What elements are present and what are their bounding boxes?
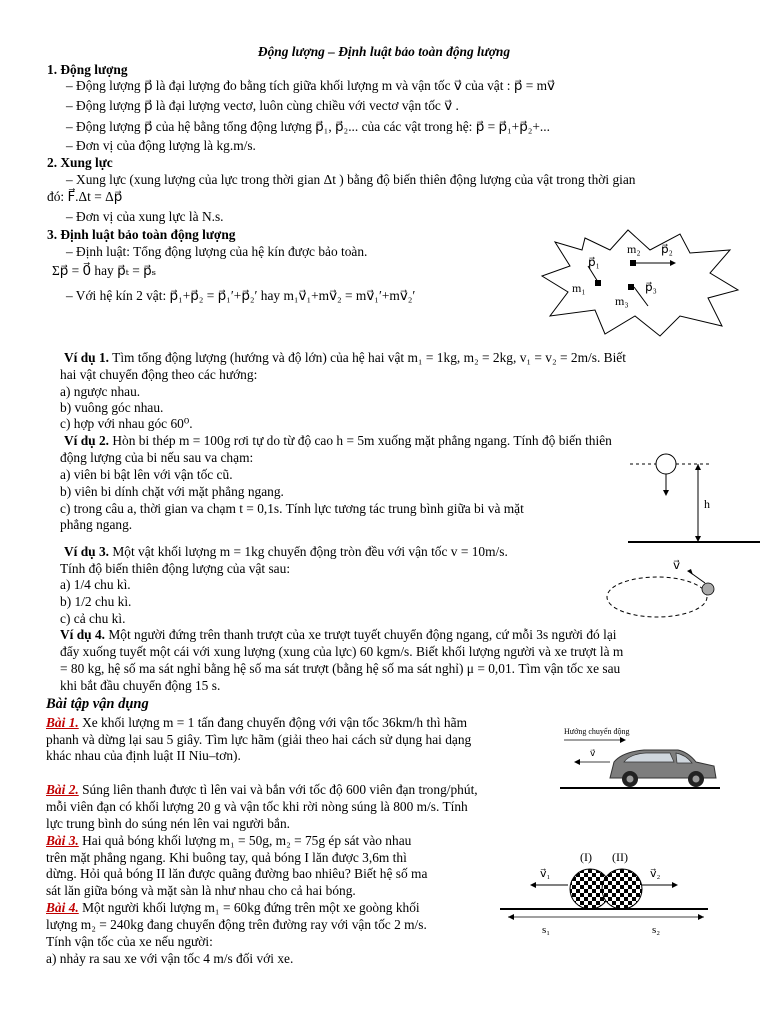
bai3-line-3: dừng. Hỏi quả bóng II lăn được quãng đường bao nhiêu? Biết hệ số ma [46, 866, 428, 881]
ex2-b: b) viên bi dính chặt với mặt phẳng ngang. [60, 484, 284, 499]
circular-motion-figure [605, 555, 725, 625]
exercise-3: Bài 3. Hai quả bóng khối lượng m₁ = 50g, m₂ = 75g ép sát vào nhau [46, 833, 412, 848]
bai2-line-2: mỗi viên đạn có khối lượng 20 g và vận tốc khi rời nòng súng là 800 m/s. Tính [46, 799, 468, 814]
s2-line-2: – Đơn vị của xung lực là N.s. [66, 209, 224, 224]
ex2-a: a) viên bi bật lên với vận tốc cũ. [60, 467, 233, 482]
label-v: v⃗ [673, 558, 681, 572]
s2-line-1b: đó: F⃗.Δt = Δp⃗ [47, 189, 123, 204]
section-2-heading: 2. Xung lực [47, 155, 113, 170]
s3-line-1: – Định luật: Tổng động lượng của hệ kín được bảo toàn. [66, 244, 368, 259]
bai4-line-2: lượng m₂ = 240kg đang chuyển động trên đường ray với vận tốc 2 m/s. [46, 917, 427, 932]
label-car-v: v⃗ [590, 748, 596, 758]
ex3-b: b) 1/2 chu kì. [60, 594, 132, 609]
exercises-heading: Bài tập vận dụng [46, 696, 149, 712]
bai1-line-2: phanh và dừng lại sau 5 giây. Tìm lực hãm (giải theo hai cách sử dụng hai dạng [46, 732, 472, 747]
label-v2: v⃗₂ [650, 868, 661, 880]
label-p3: p⃗₃ [645, 280, 657, 294]
bai2-line-3: lực trung bình do súng nén lên vai người bắn. [46, 816, 290, 831]
closed-system-figure [540, 228, 740, 338]
s1-line-4: – Đơn vị của động lượng là kg.m/s. [66, 138, 256, 153]
s1-line-2: – Động lượng p⃗ là đại lượng vectơ, luôn cùng chiều với vectơ vận tốc v⃗ . [66, 98, 459, 113]
exercise-1: Bài 1. Xe khối lượng m = 1 tấn đang chuyển động với vận tốc 36km/h thì hãm [46, 715, 467, 730]
car-figure [560, 722, 720, 794]
label-ball-2: (II) [612, 850, 628, 864]
s2-line-1: – Xung lực (xung lượng của lực trong thời gian Δt ) bằng độ biến thiên động lượng của vật trong thời gian [66, 172, 636, 187]
label-m3: m₃ [615, 294, 629, 308]
ex1-c: c) hợp với nhau góc 60⁰. [60, 416, 193, 431]
ex4-line-3: = 80 kg, hệ số ma sát nghỉ bằng hệ số ma sát trượt (bằng hệ số ma sát nghỉ) μ = 0,01. Tìm vận tốc xe sau [60, 661, 621, 676]
page-title: Động lượng – Định luật bảo toàn động lượng [257, 44, 511, 59]
label-p1: p⃗₁ [588, 255, 600, 269]
s3-line-2: Σp⃗ = 0⃗ hay p⃗ₜ = p⃗ₛ [52, 263, 157, 278]
bai4-line-3: Tính vận tốc của xe nếu người: [46, 934, 213, 949]
ex3-line-2: Tính độ biến thiên động lượng của vật sau: [60, 561, 291, 576]
label-s2: s₂ [652, 924, 661, 936]
two-balls-figure [500, 845, 708, 937]
example-3: Ví dụ 3. Một vật khối lượng m = 1kg chuyển động tròn đều với vận tốc v = 10m/s. [64, 544, 508, 559]
label-v1: v⃗₁ [540, 868, 551, 880]
bai4-a: a) nhảy ra sau xe với vận tốc 4 m/s đối với xe. [46, 951, 294, 966]
exercise-4: Bài 4. Một người khối lượng m₁ = 60kg đứng trên một xe goòng khối [46, 900, 420, 915]
label-m1: m₁ [572, 281, 586, 295]
ex2-line-2: động lượng của bi nếu sau va chạm: [60, 450, 254, 465]
label-m2: m₂ [627, 242, 641, 256]
label-p2: p⃗₂ [661, 242, 673, 256]
ex4-line-2: đẩy xuống tuyết một cái với xung lượng (xung của lực) 60 kgm/s. Biết khối lượng người và xe trượt là m [60, 644, 624, 659]
label-direction: Hướng chuyển động [564, 727, 630, 736]
s1-line-1: – Động lượng p⃗ là đại lượng đo bằng tích giữa khối lượng m và vận tốc v⃗ của vật : p⃗ = mv⃗ [66, 78, 555, 93]
ex1-line-2: hai vật chuyển động theo các hướng: [60, 367, 258, 382]
example-4: Ví dụ 4. Một người đứng trên thanh trượt của xe trượt tuyết chuyển động ngang, cứ mỗi 3s người đó lại [60, 627, 617, 642]
section-1-heading: 1. Động lượng [47, 62, 128, 77]
ex4-line-4: khi bắt đầu chuyển động 15 s. [60, 678, 221, 693]
exercise-2: Bài 2. Súng liên thanh được tì lên vai và bắn với tốc độ 600 viên đạn trong/phút, [46, 782, 478, 797]
example-2: Ví dụ 2. Hòn bi thép m = 100g rơi tự do từ độ cao h = 5m xuống mặt phẳng ngang. Tính độ biến thiên [64, 433, 612, 448]
falling-ball-figure [620, 450, 760, 550]
ex2-c2: phẳng ngang. [60, 517, 133, 532]
ex1-a: a) ngược nhau. [60, 384, 141, 399]
bai1-line-3: khác nhau của định luật II Niu–tơn). [46, 748, 241, 763]
bai3-line-2: trên mặt phẳng ngang. Khi buông tay, quả bóng I lăn được 3,6m thì [46, 850, 407, 865]
ex1-b: b) vuông góc nhau. [60, 400, 164, 415]
bai3-line-4: sát lăn giữa bóng và mặt sàn là như nhau cho cả hai bóng. [46, 883, 356, 898]
label-ball-1: (I) [580, 850, 592, 864]
s3-line-3: – Với hệ kín 2 vật: p⃗₁+p⃗₂ = p⃗₁′+p⃗₂′ hay m₁v⃗₁+mv⃗₂ = mv⃗₁′+mv⃗₂′ [66, 288, 416, 303]
section-3-heading: 3. Định luật bảo toàn động lượng [47, 227, 236, 242]
label-h: h [704, 497, 710, 511]
ex3-c: c) cả chu kì. [60, 611, 126, 626]
example-1: Ví dụ 1. Tìm tổng động lượng (hướng và độ lớn) của hệ hai vật m₁ = 1kg, m₂ = 2kg, v₁ = v₂ = 2m/s. Biết [64, 350, 626, 365]
ex2-c1: c) trong câu a, thời gian va chạm t = 0,1s. Tính lực tương tác trung bình giữa bi và mặt [60, 501, 524, 516]
label-s1: s₁ [542, 924, 551, 936]
ex3-a: a) 1/4 chu kì. [60, 577, 131, 592]
s1-line-3: – Động lượng p⃗ của hệ bằng tổng động lượng p⃗₁, p⃗₂... của các vật trong hệ: p⃗ = p⃗₁+p⃗₂+... [66, 119, 550, 134]
